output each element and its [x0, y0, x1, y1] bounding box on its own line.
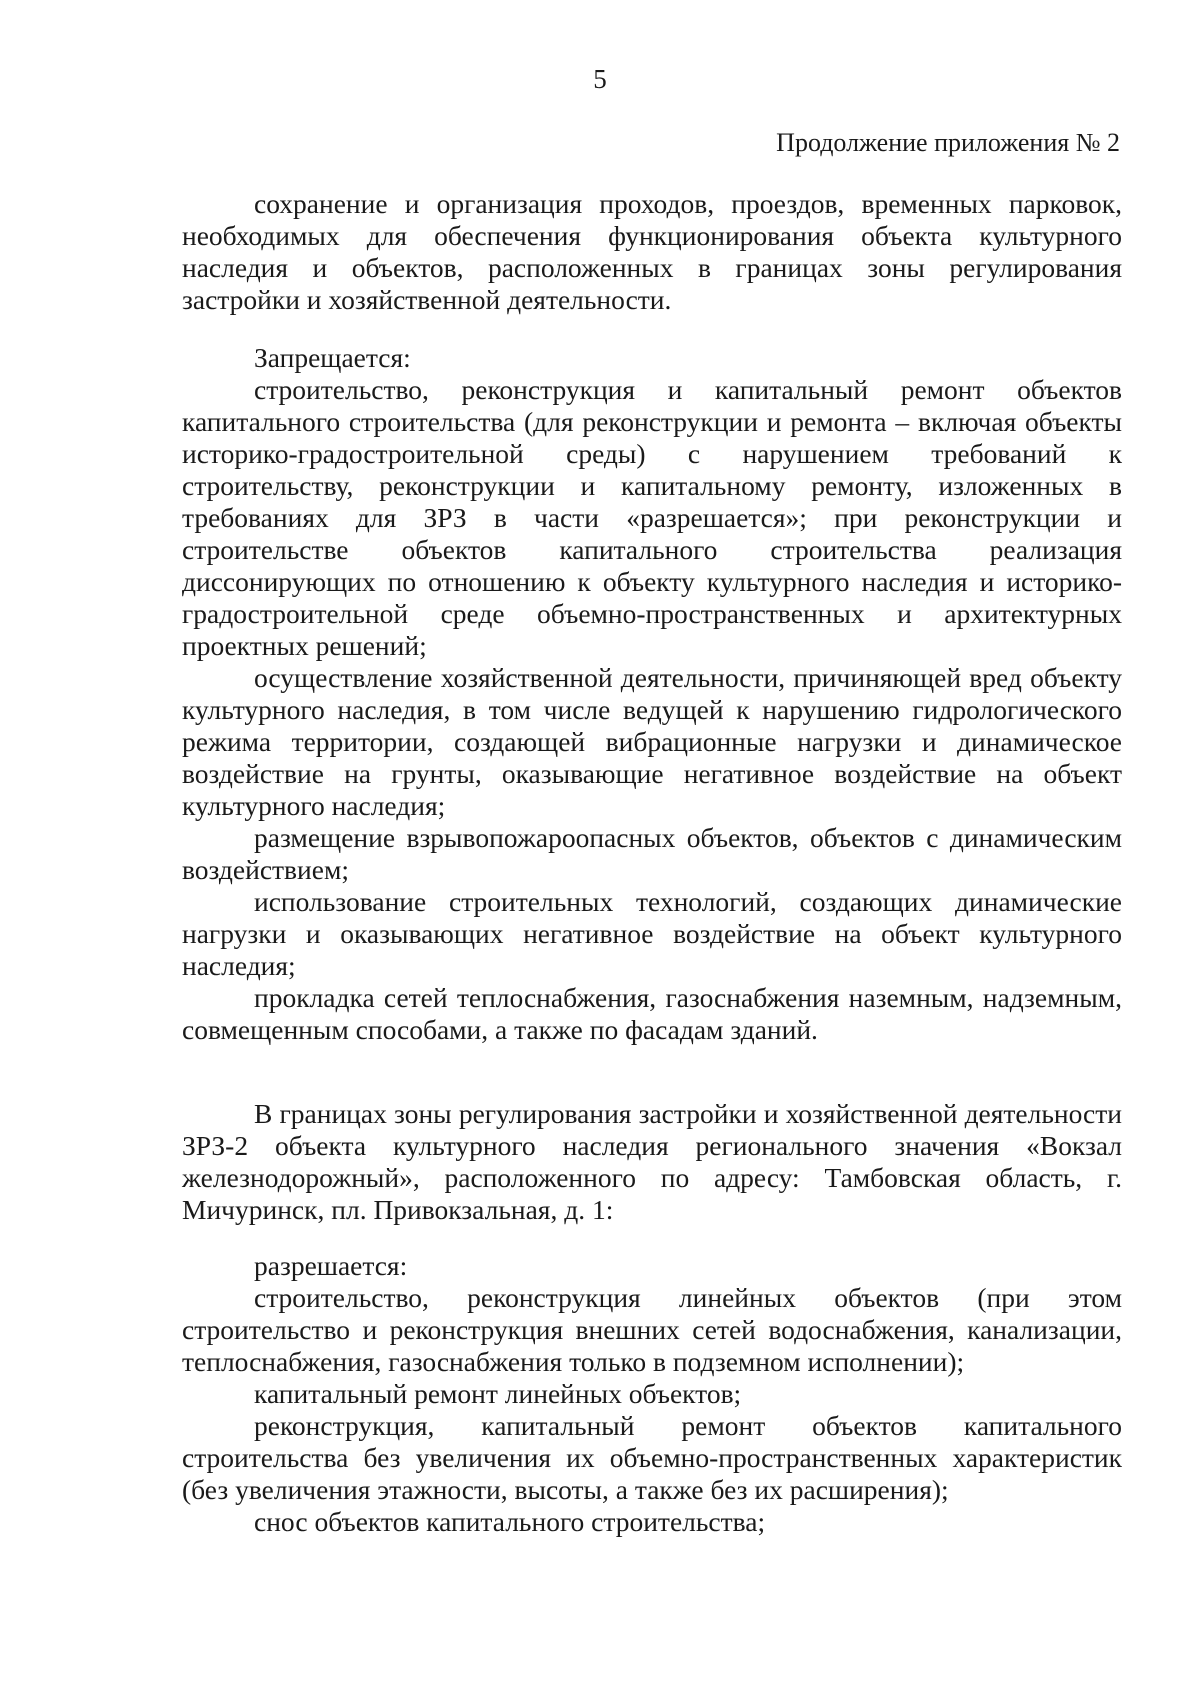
list-item: осуществление хозяйственной деятельности, причиняющей вред объекту культурного наследия, в том числе ведущей к нарушению гидрологического режима территории, создающей вибрационные нагрузки и динамическое воздействие на грунты, оказывающие негативное воздействие на объект культурного наследия;	[182, 662, 1122, 821]
zone-intro-block	[182, 1098, 1122, 1226]
continuation-label: Продолжение приложения № 2	[776, 128, 1120, 157]
page-number: 5	[593, 64, 607, 94]
list-item: снос объектов капитального строительства;	[254, 1506, 766, 1537]
paragraph: В границах зоны регулирования застройки и хозяйственной деятельности ЗРЗ-2 объекта культурного наследия регионального значения «Вокзал железнодорожный», расположенного по адресу: Тамбовская область, г. Мичуринск, пл. Привокзальная, д. 1:	[182, 1098, 1122, 1225]
list-item: капитальный ремонт линейных объектов;	[254, 1378, 742, 1409]
intro-paragraph-block	[182, 188, 1122, 316]
allowed-section	[182, 1250, 1122, 1538]
list-item: прокладка сетей теплоснабжения, газоснабжения наземным, надземным, совмещенным способами, а также по фасадам зданий.	[182, 982, 1122, 1045]
prohibited-section	[182, 342, 1122, 1046]
list-item: строительство, реконструкция и капитальный ремонт объектов капитального строительства (для реконструкции и ремонта – включая объекты историко-градостроительной среды) с нарушением требований к строительству, реконструкции и капитальному ремонту, изложенных в требованиях для ЗРЗ в части «разрешается»; при реконструкции и строительстве объектов капитального строительства реализация диссонирующих по отношению к объекту культурного наследия и историко-градостроительной среде объемно-пространственных и архитектурных проектных решений;	[182, 374, 1122, 661]
section-heading-allowed: разрешается:	[254, 1250, 408, 1281]
paragraph: сохранение и организация проходов, проездов, временных парковок, необходимых для обеспечения функционирования объекта культурного наследия и объектов, расположенных в границах зоны регулирования застройки и хозяйственной деятельности.	[182, 188, 1122, 315]
list-item: строительство, реконструкция линейных объектов (при этом строительство и реконструкция внешних сетей водоснабжения, канализации, теплоснабжения, газоснабжения только в подземном исполнении);	[182, 1282, 1122, 1377]
section-heading-prohibited: Запрещается:	[254, 342, 411, 373]
list-item: использование строительных технологий, создающих динамические нагрузки и оказывающих негативное воздействие на объект культурного наследия;	[182, 886, 1122, 981]
list-item: реконструкция, капитальный ремонт объектов капитального строительства без увеличения их объемно-пространственных характеристик (без увеличения этажности, высоты, а также без их расширения);	[182, 1410, 1122, 1505]
list-item: размещение взрывопожароопасных объектов, объектов с динамическим воздействием;	[182, 822, 1122, 885]
